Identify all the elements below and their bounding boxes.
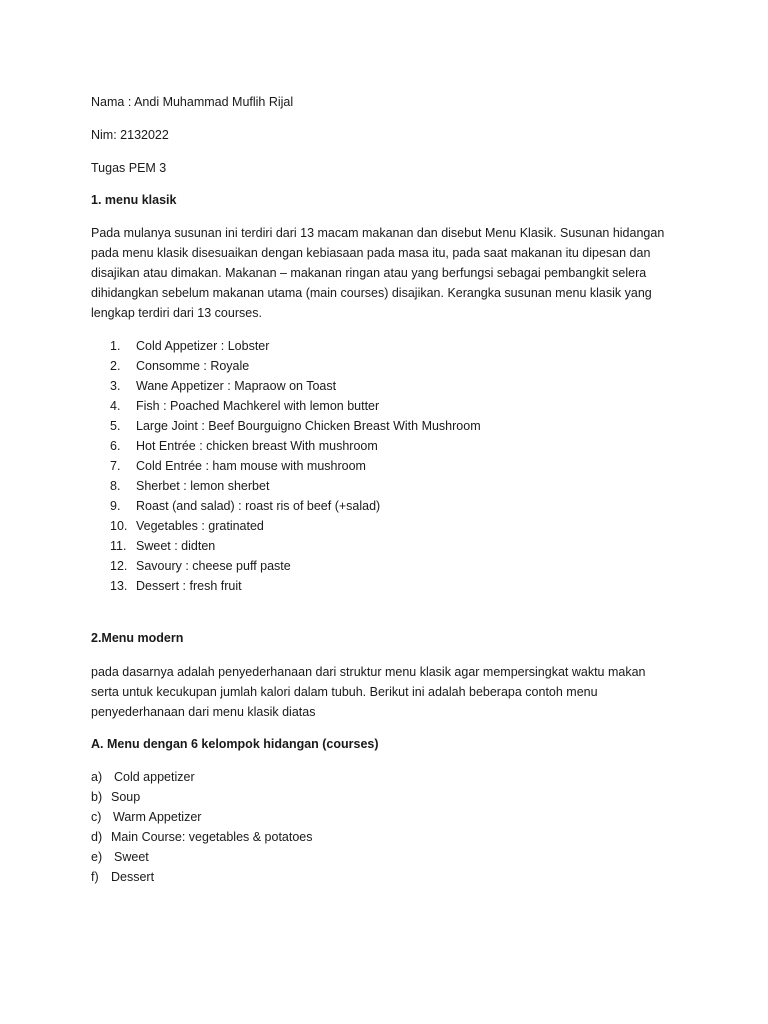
student-nim: Nim: 2132022 (91, 128, 169, 142)
list-letter: a) (91, 770, 103, 784)
list-number: 8. (110, 479, 121, 493)
list-number: 12. (110, 559, 128, 573)
list-item (91, 518, 691, 538)
paragraph-line: serta untuk kecukupan jumlah kalori dalam tubuh. Berikut ini adalah beberapa contoh menu (91, 685, 598, 699)
paragraph-line: disajikan atau dimakan. Makanan – makanan ringan atau yang berfungsi sebagai pembangkit selera (91, 266, 647, 280)
list-number: 5. (110, 419, 121, 433)
list-text: Sherbet : lemon sherbet (136, 479, 270, 493)
list-text: Dessert (111, 870, 155, 884)
list-number: 4. (110, 399, 121, 413)
list-text: Cold Appetizer : Lobster (136, 339, 270, 353)
list-item (91, 398, 691, 418)
list-number: 13. (110, 579, 128, 593)
list-text: Hot Entrée : chicken breast With mushroom (136, 439, 378, 453)
list-number: 2. (110, 359, 121, 373)
task-title: Tugas PEM 3 (91, 161, 167, 175)
list-item (91, 849, 691, 869)
list-item (91, 829, 691, 849)
list-item (91, 358, 691, 378)
list-item (91, 538, 691, 558)
subsection-heading-6-courses: A. Menu dengan 6 kelompok hidangan (courses) (91, 737, 379, 751)
list-text: Roast (and salad) : roast ris of beef (+salad) (136, 499, 381, 513)
paragraph-line: pada menu klasik disesuaikan dengan kebiasaan pada masa itu, pada saat makanan itu dipesan dan (91, 246, 651, 260)
list-item (91, 378, 691, 398)
list-text: Savoury : cheese puff paste (136, 559, 291, 573)
list-item (91, 578, 691, 598)
list-text: Cold appetizer (114, 770, 195, 784)
list-number: 10. (110, 519, 128, 533)
list-item (91, 418, 691, 438)
list-letter: f) (91, 870, 99, 884)
list-letter: d) (91, 830, 103, 844)
list-text: Consomme : Royale (136, 359, 250, 373)
list-item (91, 498, 691, 518)
list-number: 1. (110, 339, 121, 353)
paragraph-line: penyederhanaan dari menu klasik diatas (91, 705, 316, 719)
list-number: 3. (110, 379, 121, 393)
paragraph-line: dihidangkan sebelum makanan utama (main courses) disajikan. Kerangka susunan menu klasik yang (91, 286, 652, 300)
list-text: Sweet : didten (136, 539, 216, 553)
section-heading-menu-klasik: 1. menu klasik (91, 193, 177, 207)
section-heading-menu-modern: 2.Menu modern (91, 631, 184, 645)
list-letter: e) (91, 850, 103, 864)
list-item (91, 558, 691, 578)
paragraph-menu-modern (91, 662, 681, 722)
list-text: Sweet (114, 850, 149, 864)
list-text: Dessert : fresh fruit (136, 579, 242, 593)
lettered-list-6-courses (91, 769, 691, 889)
paragraph-line: lengkap terdiri dari 13 courses. (91, 306, 262, 320)
list-item (91, 789, 691, 809)
list-text: Fish : Poached Machkerel with lemon butter (136, 399, 380, 413)
list-number: 6. (110, 439, 121, 453)
list-item (91, 338, 691, 358)
list-item (91, 478, 691, 498)
list-item (91, 869, 691, 889)
paragraph-line: Pada mulanya susunan ini terdiri dari 13 macam makanan dan disebut Menu Klasik. Susunan hidangan (91, 226, 665, 240)
list-text: Main Course: vegetables & potatoes (111, 830, 313, 844)
numbered-list-menu-klasik (91, 338, 691, 598)
list-letter: b) (91, 790, 103, 804)
list-number: 7. (110, 459, 121, 473)
list-item (91, 769, 691, 789)
list-text: Cold Entrée : ham mouse with mushroom (136, 459, 366, 473)
list-text: Warm Appetizer (113, 810, 202, 824)
list-text: Vegetables : gratinated (136, 519, 264, 533)
list-letter: c) (91, 810, 102, 824)
list-item (91, 458, 691, 478)
list-number: 9. (110, 499, 121, 513)
list-number: 11. (110, 539, 127, 553)
list-item (91, 438, 691, 458)
list-text: Wane Appetizer : Mapraow on Toast (136, 379, 337, 393)
list-item (91, 809, 691, 829)
list-text: Soup (111, 790, 141, 804)
paragraph-menu-klasik (91, 223, 681, 323)
paragraph-line: pada dasarnya adalah penyederhanaan dari struktur menu klasik agar mempersingkat waktu makan (91, 665, 646, 679)
student-name: Nama : Andi Muhammad Muflih Rijal (91, 95, 294, 109)
list-text: Large Joint : Beef Bourguigno Chicken Breast With Mushroom (136, 419, 481, 433)
